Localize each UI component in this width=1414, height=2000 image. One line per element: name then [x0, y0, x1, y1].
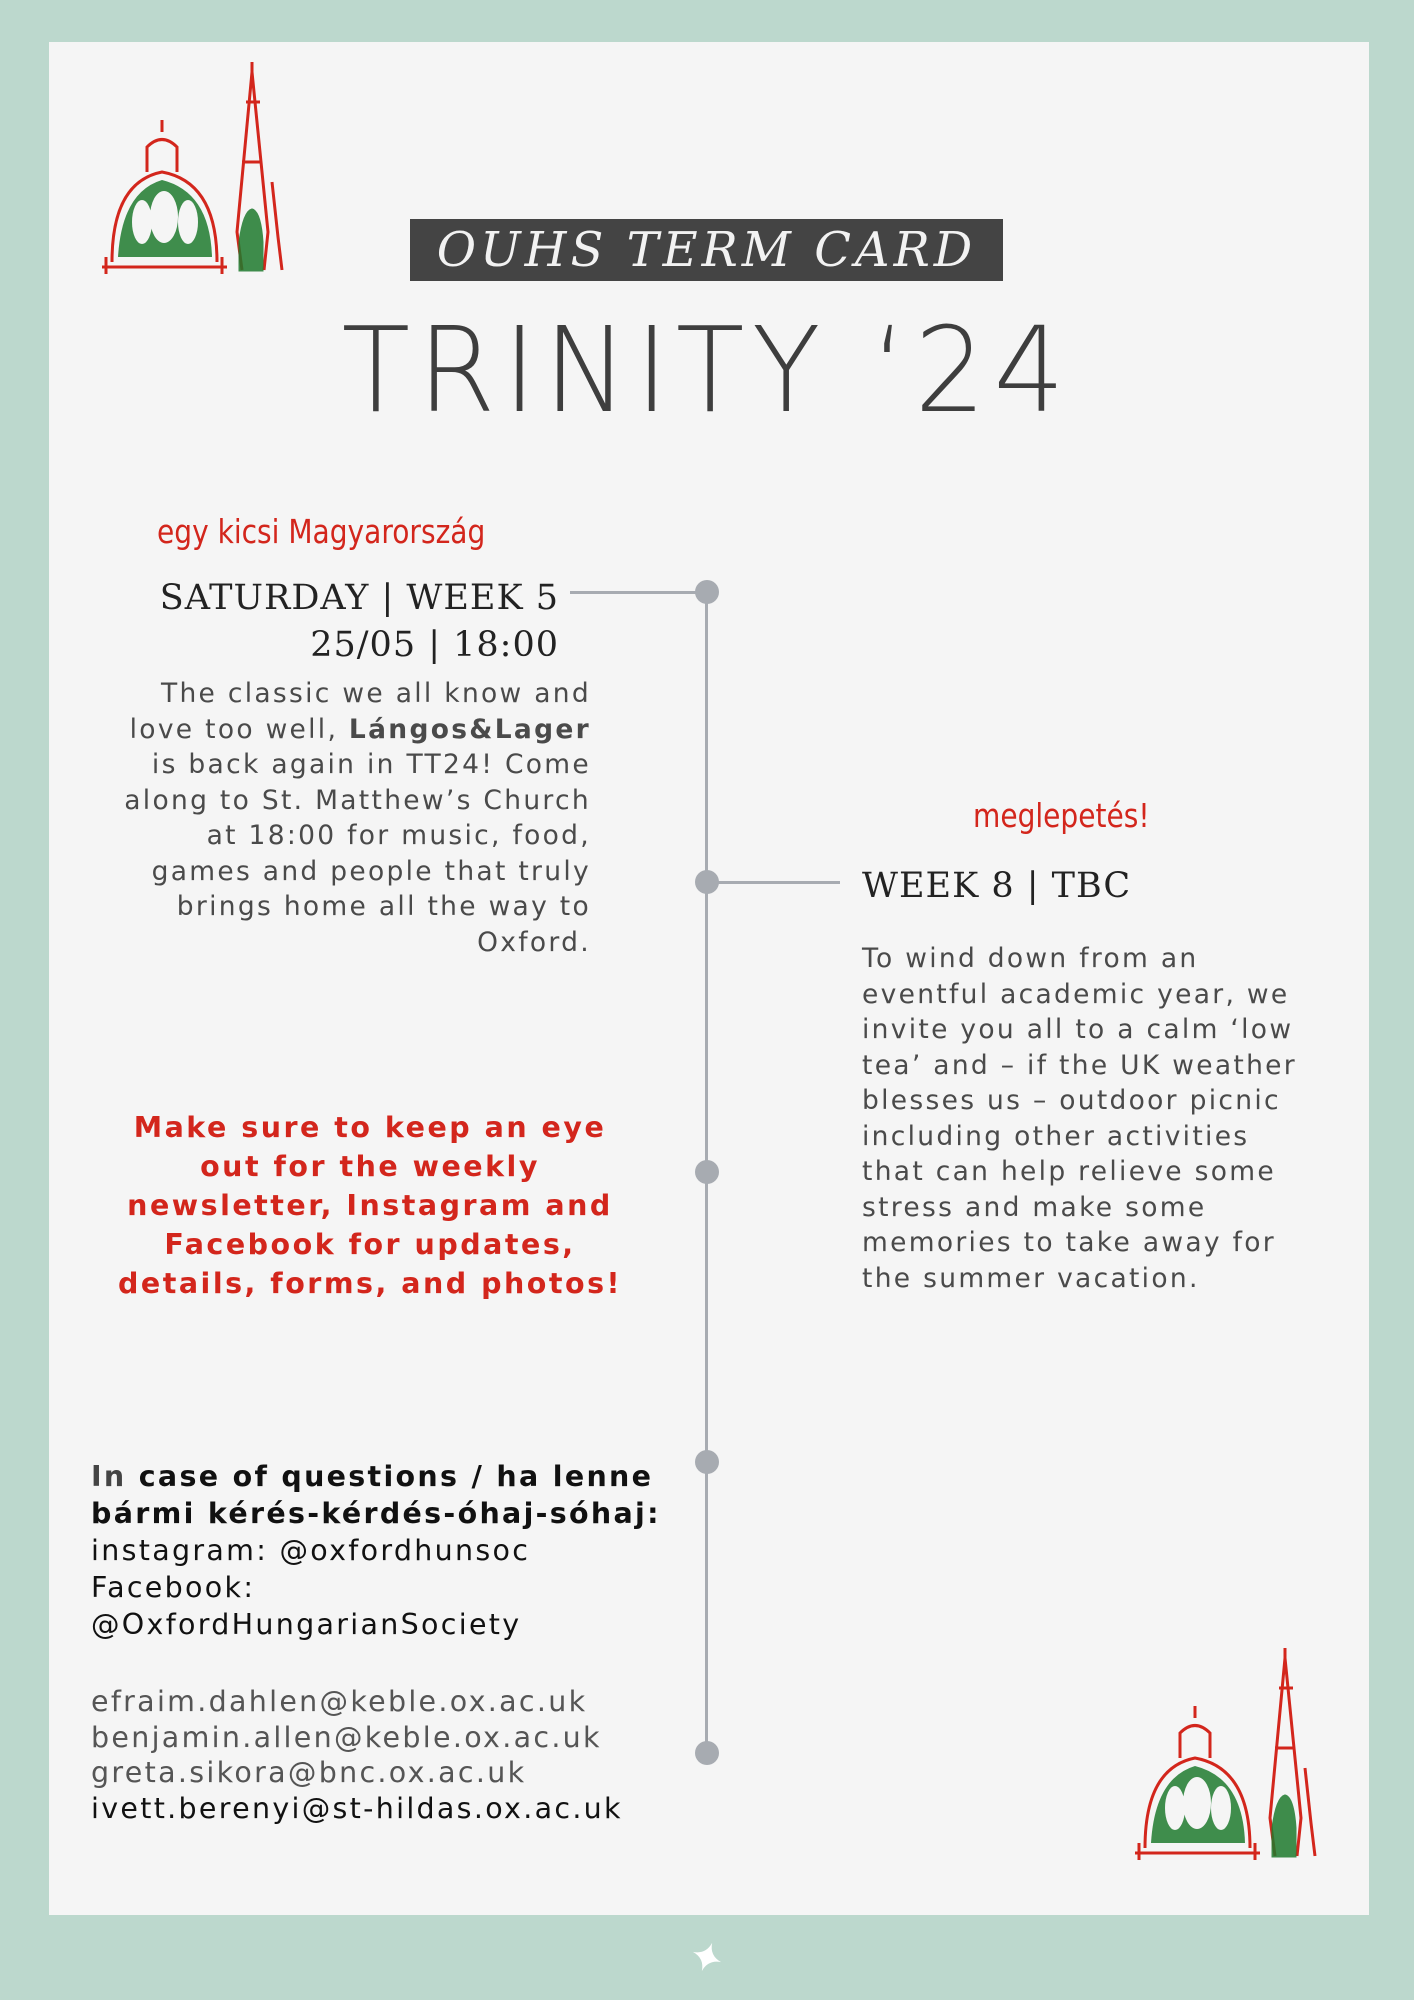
event2-date: WEEK 8 | TBC	[862, 866, 1132, 906]
email-link[interactable]: ivett.berenyi@st-hildas.ox.ac.uk	[91, 1791, 623, 1825]
oxford-skyline-logo-icon	[1125, 1648, 1325, 1863]
instagram-handle[interactable]: instagram: @oxfordhunsoc	[91, 1534, 531, 1567]
facebook-handle[interactable]: @OxfordHungarianSociety	[91, 1608, 522, 1641]
sparkle-star-icon	[690, 1940, 724, 1974]
page-title: TRINITY ‘24	[341, 301, 1073, 439]
event1-tagline: egy kicsi Magyarország	[157, 512, 486, 551]
email-link[interactable]: greta.sikora@bnc.ox.ac.uk	[91, 1756, 527, 1789]
event1-desc-end: is back again in TT24! Come along to St. Matthew’s Church at 18:00 for music, food, games and people that truly brings home all the way to Oxford.	[124, 749, 591, 958]
contact-intro: case of questions / ha lenne bármi kérés-kérdés-óhaj-sóhaj:	[91, 1460, 661, 1530]
timeline-connector	[710, 881, 840, 884]
contact-intro-prefix: In	[91, 1460, 127, 1493]
newsletter-reminder: Make sure to keep an eye out for the weekly newsletter, Instagram and Facebook for updates, details, forms, and photos!	[117, 1111, 623, 1300]
timeline-node	[695, 1741, 719, 1765]
event1-date-line1: SATURDAY | WEEK 5	[159, 578, 559, 618]
email-list	[91, 1684, 623, 1826]
event1-date-line2: 25/05 | 18:00	[310, 625, 559, 665]
event1-desc-start: The classic we all know and love too well,	[129, 678, 591, 745]
event2-tagline: meglepetés!	[973, 796, 1150, 835]
event1-desc-highlight: Lángos&Lager	[348, 713, 591, 745]
event2-description: To wind down from an eventful academic year, we invite you all to a calm ‘low tea’ and – if the UK weather blesses us – outdoor picnic including other activities that can help relieve some stress and make some memories to take away for the summer vacation.	[862, 943, 1297, 1294]
email-link[interactable]: efraim.dahlen@keble.ox.ac.uk	[91, 1685, 588, 1718]
event1-description	[96, 676, 591, 960]
email-link[interactable]: benjamin.allen@keble.ox.ac.uk	[91, 1720, 602, 1754]
contact-section	[91, 1458, 711, 1643]
timeline-node	[695, 1160, 719, 1184]
oxford-skyline-logo-icon	[92, 62, 292, 277]
timeline-connector	[570, 591, 700, 594]
facebook-label: Facebook:	[91, 1571, 256, 1604]
term-card-badge: OUHS TERM CARD	[410, 219, 1003, 281]
